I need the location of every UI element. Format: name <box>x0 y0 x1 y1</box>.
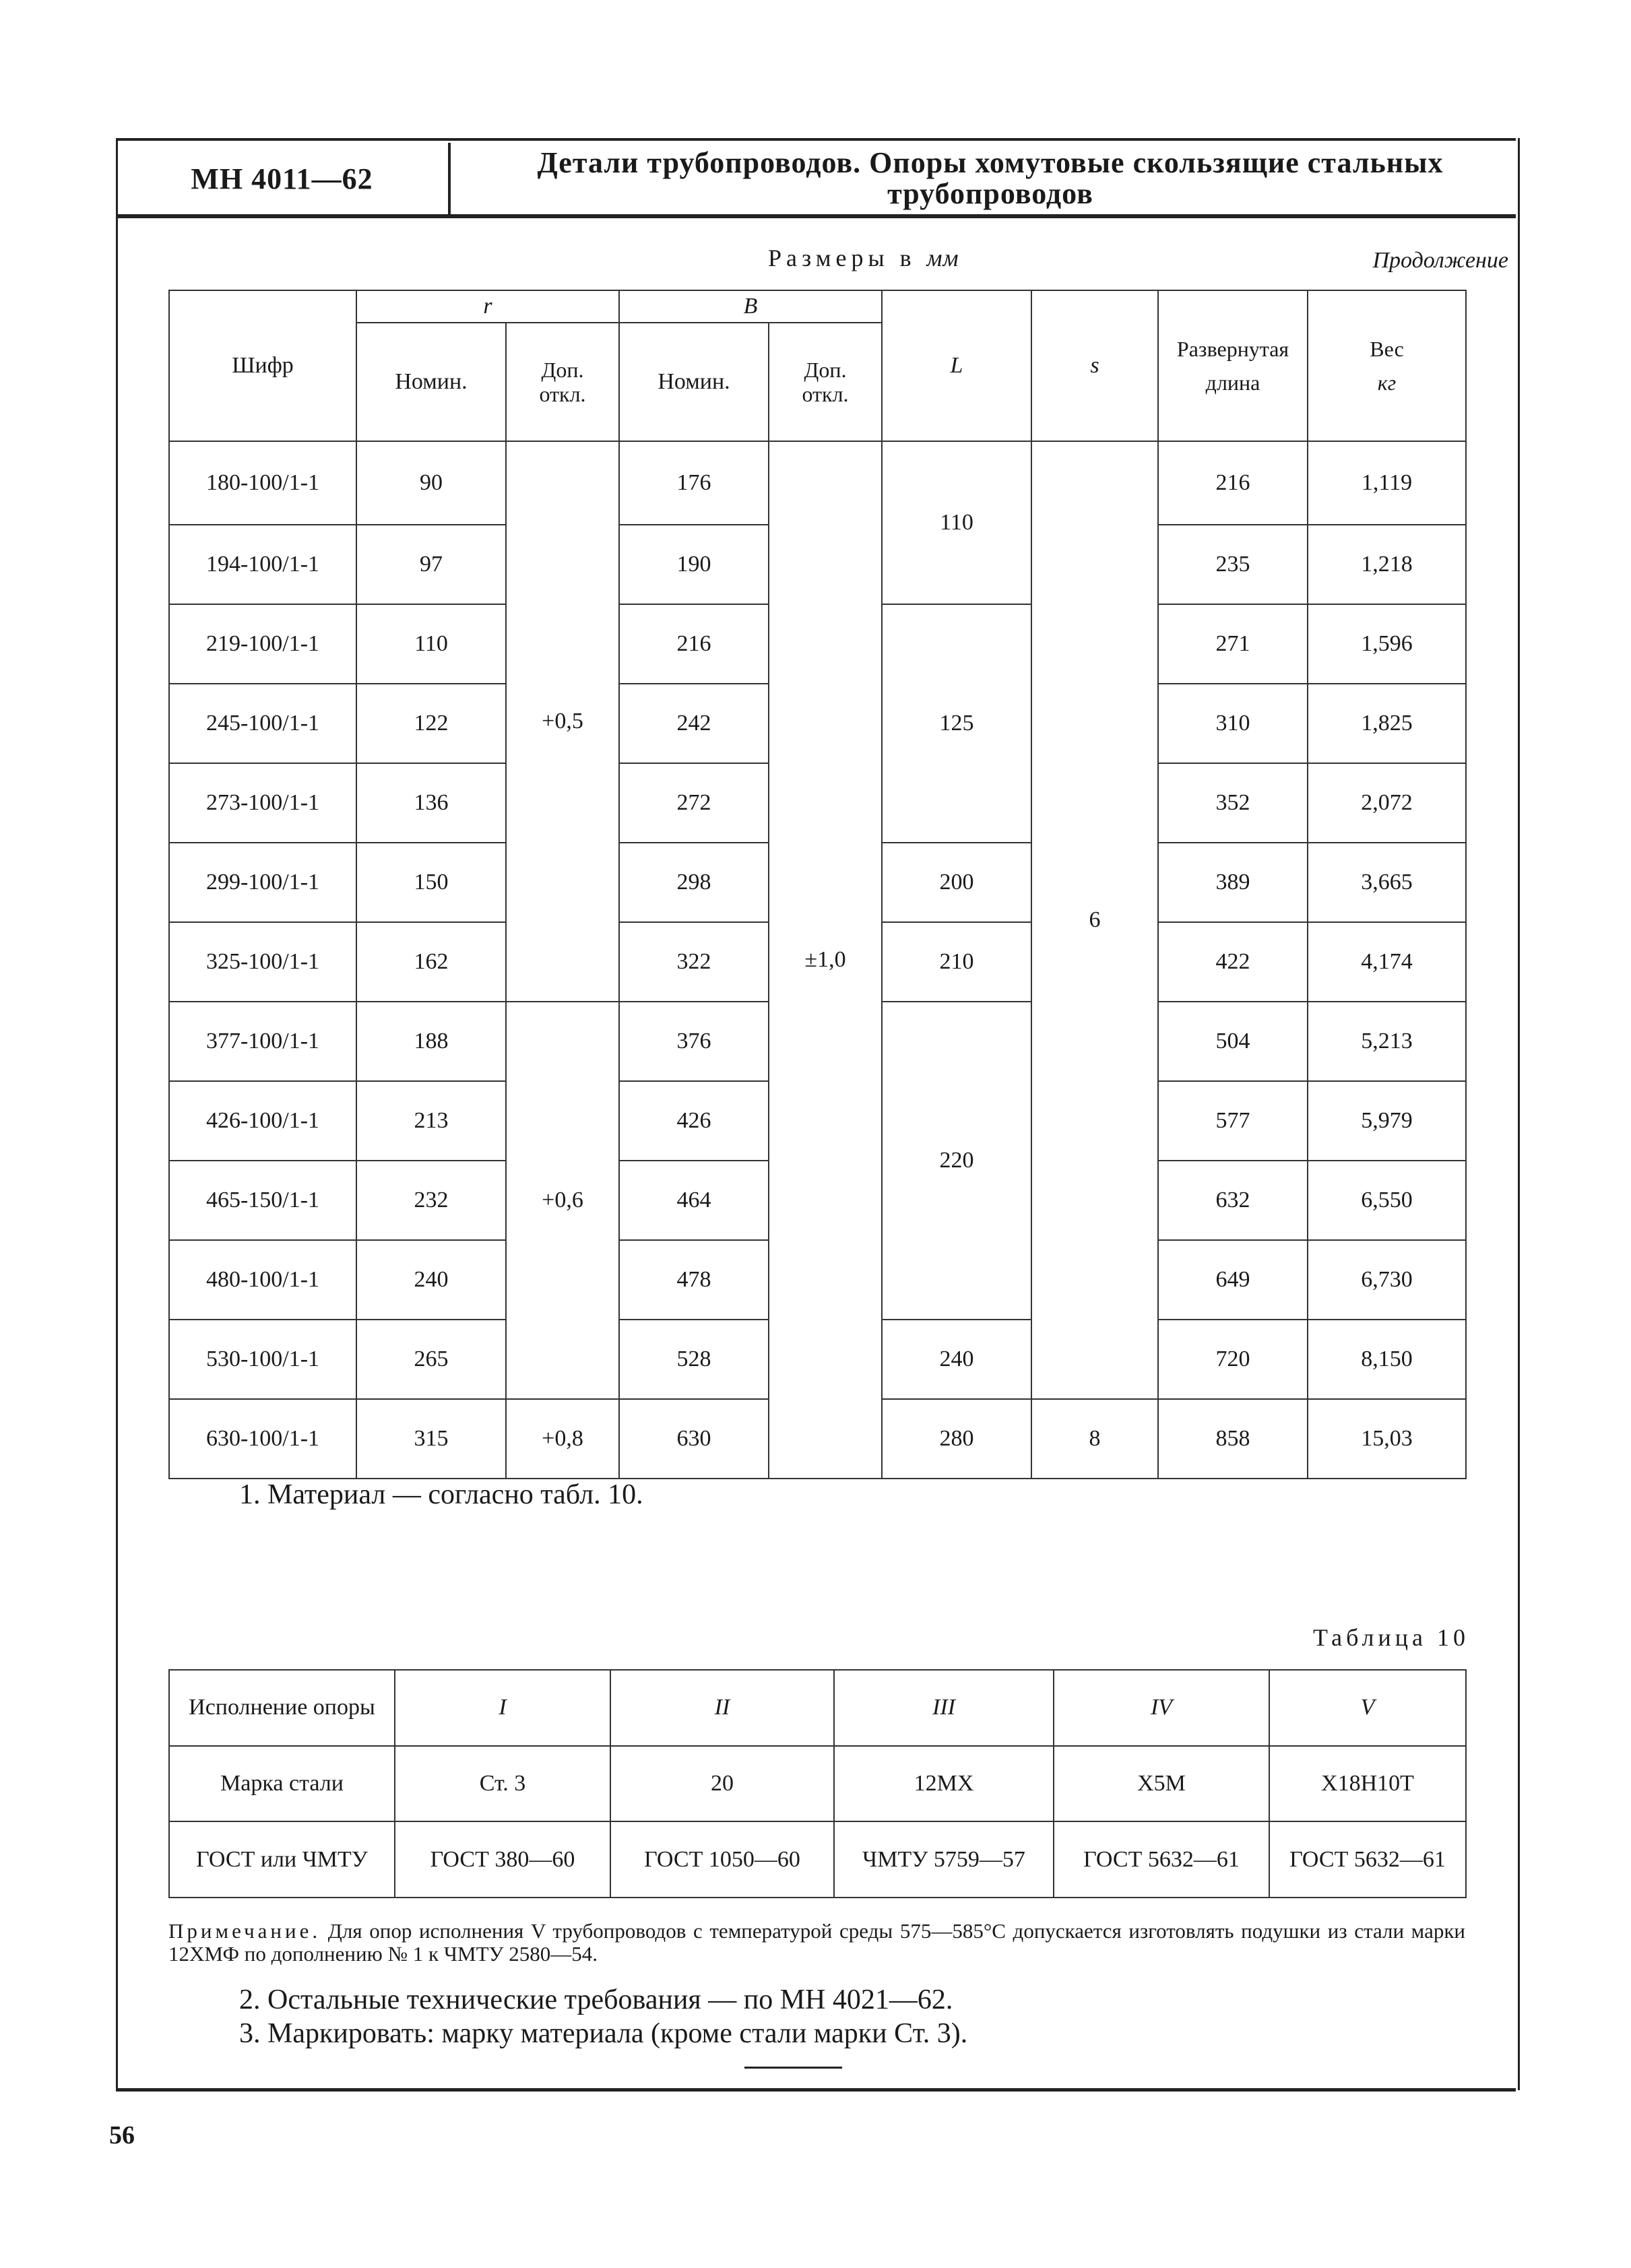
note-3: 3. Маркировать: марку материала (кроме стали марки Ст. 3). <box>239 2018 968 2049</box>
cell-r: 315 <box>356 1399 506 1479</box>
note-primechanie-label: Примечание. <box>168 1919 321 1943</box>
cell-r: 90 <box>356 441 506 525</box>
cell-r: 265 <box>356 1320 506 1399</box>
header-cipher: Шифр <box>169 290 356 441</box>
cell-length: 352 <box>1158 763 1308 843</box>
cell-L: 280 <box>882 1399 1031 1479</box>
variant-cell: IV <box>1054 1670 1269 1746</box>
cell-r: 213 <box>356 1081 506 1161</box>
cell-L: 210 <box>882 922 1031 1002</box>
tolerance-B-line-1: Доп. <box>804 358 847 382</box>
gost-cell: ГОСТ 1050—60 <box>610 1821 834 1898</box>
cell-cipher: 426-100/1-1 <box>169 1081 356 1161</box>
cell-B: 272 <box>619 763 769 843</box>
steel-cell: 20 <box>610 1746 834 1822</box>
dimensions-table <box>168 290 1467 1479</box>
cell-weight: 5,213 <box>1308 1002 1466 1081</box>
cell-L: 200 <box>882 843 1031 922</box>
title-line-1: Детали трубопроводов. Опоры хомутовые скользящие стальных <box>537 146 1444 179</box>
developed-length-line-2: длина <box>1205 370 1260 395</box>
cell-B: 478 <box>619 1240 769 1320</box>
steel-cell: 12МХ <box>834 1746 1054 1822</box>
cell-length: 216 <box>1158 441 1308 525</box>
cell-r: 136 <box>356 763 506 843</box>
header-nominal-B: Номин. <box>619 323 769 441</box>
table10-steel-row <box>169 1746 1466 1822</box>
sizes-label-unit: мм <box>926 245 959 271</box>
cell-tol-r: +0,5 <box>506 441 619 1002</box>
header-divider <box>448 143 451 216</box>
gost-label: ГОСТ или ЧМТУ <box>169 1821 395 1898</box>
standard-code: МН 4011—62 <box>191 162 373 195</box>
cell-r: 122 <box>356 684 506 763</box>
sizes-label-prefix: Размеры в <box>768 245 916 271</box>
note-2: 2. Остальные технические требования — по МН 4021—62. <box>239 1984 953 2015</box>
cell-r: 188 <box>356 1002 506 1081</box>
cell-cipher: 299-100/1-1 <box>169 843 356 922</box>
cell-weight: 1,825 <box>1308 684 1466 763</box>
cell-weight: 1,596 <box>1308 604 1466 684</box>
table10-header-row <box>169 1670 1466 1746</box>
header-L: L <box>882 290 1031 441</box>
steel-cell: Ст. 3 <box>395 1746 610 1822</box>
cell-weight: 8,150 <box>1308 1320 1466 1399</box>
cell-length: 858 <box>1158 1399 1308 1479</box>
cell-cipher: 273-100/1-1 <box>169 763 356 843</box>
gost-cell: ГОСТ 5632—61 <box>1054 1821 1269 1898</box>
gost-cell: ЧМТУ 5759—57 <box>834 1821 1054 1898</box>
developed-length-line-1: Развернутая <box>1176 337 1289 361</box>
cell-length: 235 <box>1158 525 1308 604</box>
page-title <box>472 143 1509 214</box>
note-1: 1. Материал — согласно табл. 10. <box>239 1479 643 1510</box>
cell-length: 577 <box>1158 1081 1308 1161</box>
cell-cipher: 219-100/1-1 <box>169 604 356 684</box>
variant-cell: I <box>395 1670 610 1746</box>
cell-r: 150 <box>356 843 506 922</box>
table10-gost-row <box>169 1821 1466 1898</box>
cell-weight: 15,03 <box>1308 1399 1466 1479</box>
cell-s: 8 <box>1031 1399 1158 1479</box>
weight-line-1: Вес <box>1370 337 1404 361</box>
header-tolerance-r <box>506 323 619 441</box>
cell-s: 6 <box>1031 441 1158 1399</box>
variant-cell: V <box>1269 1670 1466 1746</box>
variant-cell: III <box>834 1670 1054 1746</box>
cell-weight: 6,550 <box>1308 1161 1466 1240</box>
cell-length: 310 <box>1158 684 1308 763</box>
cell-r: 162 <box>356 922 506 1002</box>
cell-tol-r: +0,8 <box>506 1399 619 1479</box>
cell-weight: 1,218 <box>1308 525 1466 604</box>
cell-tol-B: ±1,0 <box>769 441 882 1479</box>
header-bottom-rule <box>116 214 1516 218</box>
tolerance-r-line-1: Доп. <box>541 358 584 382</box>
cell-weight: 4,174 <box>1308 922 1466 1002</box>
header-r: r <box>356 290 619 323</box>
cell-B: 190 <box>619 525 769 604</box>
table10-header-label: Исполнение опоры <box>169 1670 395 1746</box>
header-B: B <box>619 290 882 323</box>
cell-r: 97 <box>356 525 506 604</box>
end-rule <box>744 2067 842 2069</box>
weight-line-2: кг <box>1377 370 1397 395</box>
cell-B: 630 <box>619 1399 769 1479</box>
header-weight <box>1308 290 1466 441</box>
page-number: 56 <box>109 2121 135 2149</box>
cell-L: 220 <box>882 1002 1031 1320</box>
cell-length: 632 <box>1158 1161 1308 1240</box>
gost-cell: ГОСТ 5632—61 <box>1269 1821 1466 1898</box>
cell-cipher: 377-100/1-1 <box>169 1002 356 1081</box>
cell-cipher: 325-100/1-1 <box>169 922 356 1002</box>
gost-cell: ГОСТ 380—60 <box>395 1821 610 1898</box>
cell-cipher: 245-100/1-1 <box>169 684 356 763</box>
cell-length: 720 <box>1158 1320 1308 1399</box>
title-line-2: трубопроводов <box>887 177 1093 210</box>
table10 <box>168 1669 1467 1898</box>
cell-L: 110 <box>882 441 1031 604</box>
table10-caption: Таблица 10 <box>1313 1624 1469 1651</box>
tolerance-r-line-2: откл. <box>539 382 586 406</box>
cell-cipher: 194-100/1-1 <box>169 525 356 604</box>
cell-length: 504 <box>1158 1002 1308 1081</box>
note-primechanie <box>168 1920 1465 1966</box>
cell-B: 426 <box>619 1081 769 1161</box>
cell-B: 216 <box>619 604 769 684</box>
note-primechanie-text: Для опор исполнения V трубопроводов с температурой среды 575—585°С допускается изготовлять подушки из стали марки 12ХМФ по дополнению № 1 к ЧМТУ 2580—54. <box>168 1919 1466 1966</box>
cell-B: 242 <box>619 684 769 763</box>
header-nominal-r: Номин. <box>356 323 506 441</box>
steel-cell: Х5М <box>1054 1746 1269 1822</box>
steel-cell: Х18Н10Т <box>1269 1746 1466 1822</box>
table-row <box>169 441 1466 525</box>
cell-r: 240 <box>356 1240 506 1320</box>
cell-cipher: 180-100/1-1 <box>169 441 356 525</box>
cell-B: 464 <box>619 1161 769 1240</box>
cell-length: 422 <box>1158 922 1308 1002</box>
cell-tol-r: +0,6 <box>506 1002 619 1399</box>
cell-B: 322 <box>619 922 769 1002</box>
cell-L: 125 <box>882 604 1031 843</box>
cell-B: 176 <box>619 441 769 525</box>
cell-weight: 5,979 <box>1308 1081 1466 1161</box>
sizes-label <box>768 244 959 272</box>
cell-cipher: 530-100/1-1 <box>169 1320 356 1399</box>
cell-weight: 1,119 <box>1308 441 1466 525</box>
cell-B: 376 <box>619 1002 769 1081</box>
cell-L: 240 <box>882 1320 1031 1399</box>
cell-r: 232 <box>356 1161 506 1240</box>
continuation-label: Продолжение <box>1372 248 1508 273</box>
header-tolerance-B <box>769 323 882 441</box>
tolerance-B-line-2: откл. <box>802 382 849 406</box>
cell-length: 389 <box>1158 843 1308 922</box>
cell-r: 110 <box>356 604 506 684</box>
variant-cell: II <box>610 1670 834 1746</box>
header-s: s <box>1031 290 1158 441</box>
cell-B: 528 <box>619 1320 769 1399</box>
cell-weight: 6,730 <box>1308 1240 1466 1320</box>
steel-label: Марка стали <box>169 1746 395 1822</box>
cell-weight: 2,072 <box>1308 763 1466 843</box>
cell-cipher: 480-100/1-1 <box>169 1240 356 1320</box>
cell-B: 298 <box>619 843 769 922</box>
cell-cipher: 630-100/1-1 <box>169 1399 356 1479</box>
cell-length: 649 <box>1158 1240 1308 1320</box>
cell-length: 271 <box>1158 604 1308 684</box>
cell-cipher: 465-150/1-1 <box>169 1161 356 1240</box>
cell-weight: 3,665 <box>1308 843 1466 922</box>
footer-rule <box>116 2088 1516 2092</box>
header-developed-length <box>1158 290 1308 441</box>
